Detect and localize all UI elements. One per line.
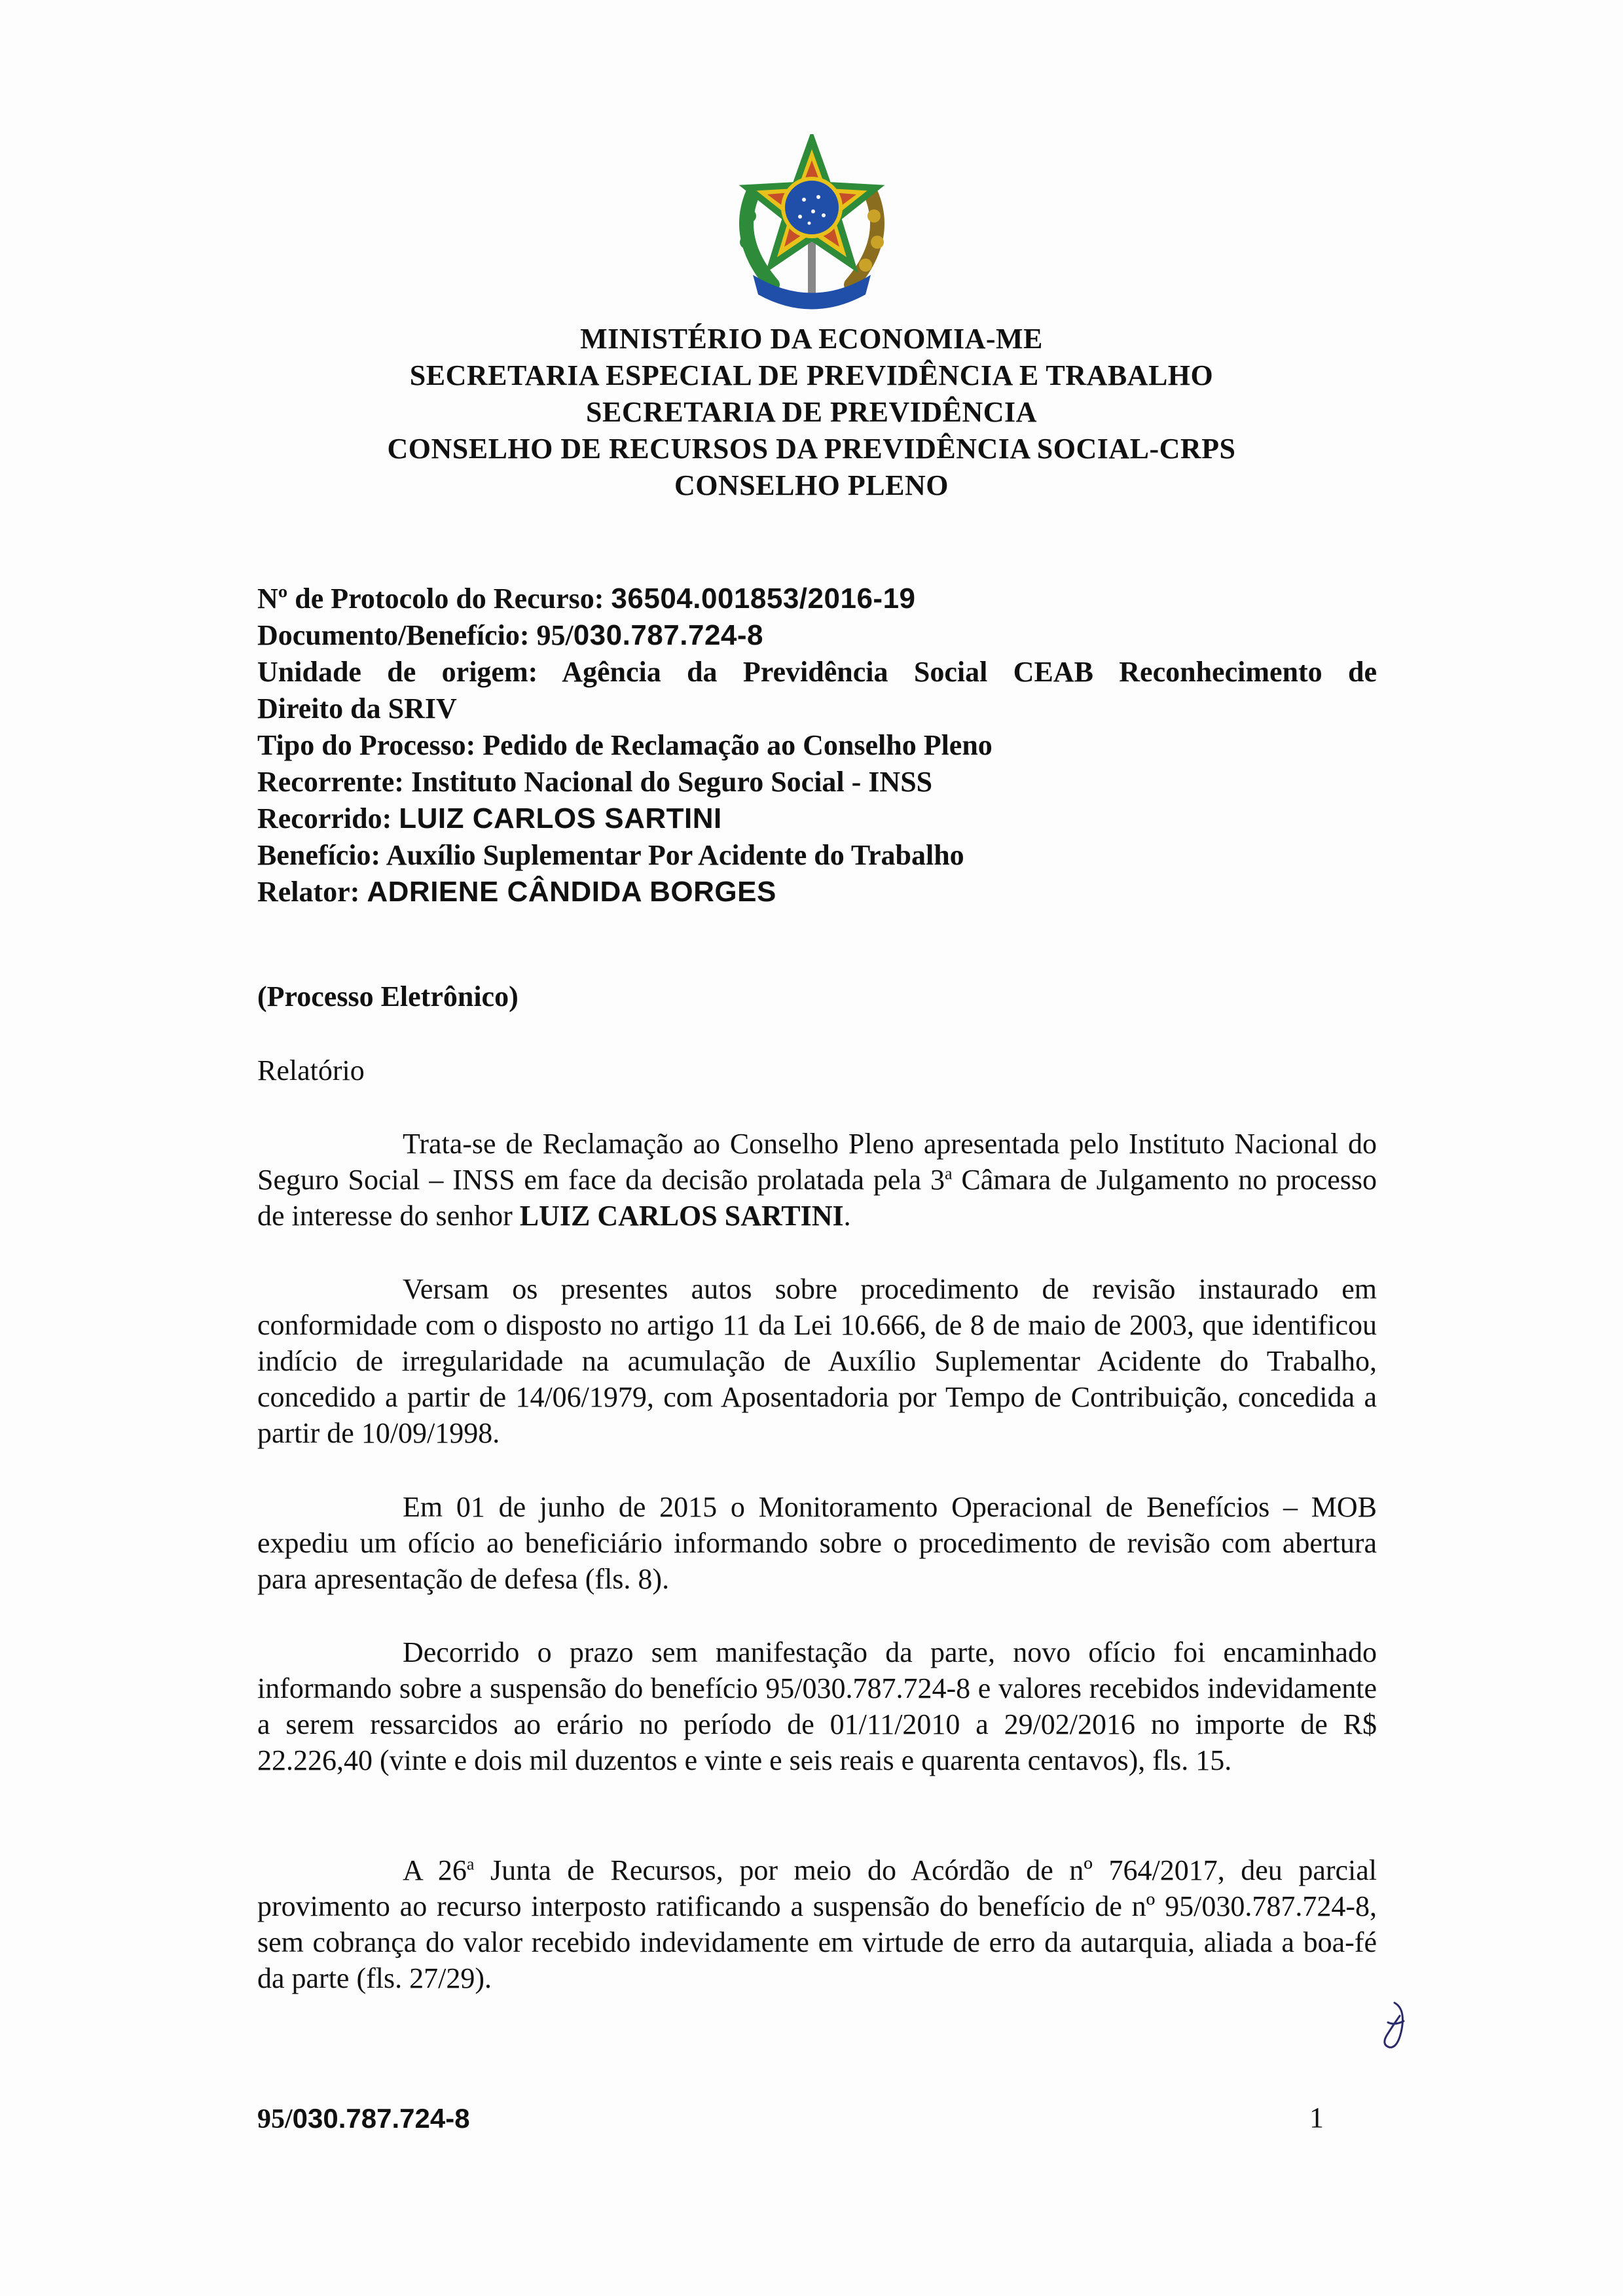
p5-ordinal: a (466, 1854, 475, 1874)
header-council: CONSELHO DE RECURSOS DA PREVIDÊNCIA SOCIAL-CRPS (387, 433, 1236, 465)
header-ministry: MINISTÉRIO DA ECONOMIA-ME (580, 323, 1043, 355)
p4-text: Decorrido o prazo sem manifestação da parte, novo ofício foi encaminhado informando sobre a suspensão do benefício 95/030.787.724-8 e valores recebidos indevidamente a serem ressarcidos ao erário no período de 01/11/2010 a 29/02/2016 no importe de R$ 22.226,40 (vinte e dois mil duzentos e vinte e seis reais e quarenta centavos), fls. 15. (257, 1636, 1377, 1776)
report-title: Relatório (257, 1054, 365, 1086)
header-secretariat: SECRETARIA DE PREVIDÊNCIA (586, 396, 1037, 428)
benefit-value: Auxílio Suplementar Por Acidente do Trabalho (386, 839, 964, 871)
p1-name: LUIZ CARLOS SARTINI (519, 1200, 844, 1232)
footer-document-number (257, 2103, 470, 2135)
p3-text: Em 01 de junho de 2015 o Monitoramento Operacional de Benefícios – MOB expediu um ofício ao beneficiário informando sobre o procedimento de revisão com abertura para apresentação de defesa (fls. 8). (257, 1491, 1377, 1595)
rapporteur-label: Relator: (257, 876, 367, 908)
paragraph-1 (257, 1126, 1377, 1234)
document-value-prefix: 95/ (536, 619, 574, 651)
process-type-label: Tipo do Processo: (257, 729, 483, 761)
coat-of-arms-emblem (727, 134, 897, 311)
benefit-row (257, 837, 1377, 874)
p2-text: Versam os presentes autos sobre procedimento de revisão instaurado em conformidade com o disposto no artigo 11 da Lei 10.666, de 8 de maio de 2003, que identificou indício de irregularidade na acumulação de Auxílio Suplementar Acidente do Trabalho, concedido a partir de 14/06/1979, com Aposentadoria por Tempo de Contribuição, concedida a partir de 10/09/1998. (257, 1273, 1377, 1449)
protocol-row (257, 581, 1377, 617)
origin-value-line1: Agência da Previdência Social CEAB Reconhecimento de (562, 656, 1377, 688)
paragraph-4 (257, 1634, 1377, 1778)
respondent-label: Recorrido: (257, 802, 399, 834)
rapporteur-row (257, 874, 1377, 910)
process-type-row (257, 727, 1377, 764)
footer-doc-value: 030.787.724-8 (292, 2103, 470, 2134)
origin-row-cont (257, 691, 1377, 727)
respondent-row (257, 800, 1377, 837)
paragraph-5 (257, 1852, 1377, 1996)
origin-value-line2: Direito da SRIV (257, 692, 457, 725)
rapporteur-value: ADRIENE CÂNDIDA BORGES (367, 876, 776, 908)
document-value: 030.787.724-8 (573, 619, 764, 651)
handwritten-initials-icon (1375, 1996, 1414, 2055)
p1-text-a: Trata-se de Reclamação ao Conselho Pleno apresentada pelo Instituto Nacional do Seguro Social – INSS em face da decisão prolatada pela 3 (257, 1128, 1377, 1196)
paragraph-3 (257, 1489, 1377, 1597)
document-row (257, 617, 1377, 654)
p1-end: . (843, 1200, 851, 1232)
appellant-row (257, 764, 1377, 800)
p5-text-b: Junta de Recursos, por meio do Acórdão de nº 764/2017, deu parcial provimento ao recurso interposto ratificando a suspensão do benefício de nº 95/030.787.724-8, sem cobrança do valor recebido indevidamente em virtude de erro da autarquia, aliada a boa-fé da parte (fls. 27/29). (257, 1854, 1377, 1994)
paragraph-2 (257, 1271, 1377, 1451)
footer-doc-prefix: 95/ (257, 2104, 293, 2134)
process-type-value: Pedido de Reclamação ao Conselho Pleno (483, 729, 993, 761)
origin-row (257, 654, 1377, 691)
case-metadata (257, 581, 1377, 910)
header-plenary: CONSELHO PLENO (674, 469, 949, 501)
p1-text-b: Câmara de Julgamento no processo de interesse do senhor (257, 1164, 1377, 1232)
protocol-value: 36504.001853/2016-19 (611, 583, 916, 615)
document-header (0, 321, 1623, 504)
p1-ordinal: a (945, 1164, 953, 1183)
respondent-value: LUIZ CARLOS SARTINI (399, 802, 722, 834)
protocol-label: Nº de Protocolo do Recurso: (257, 583, 611, 615)
origin-label: Unidade de origem: (257, 656, 562, 688)
benefit-label: Benefício: (257, 839, 386, 871)
electronic-process-label: (Processo Eletrônico) (257, 980, 519, 1013)
electronic-process-note (257, 978, 1377, 1014)
page-number: 1 (1309, 2102, 1324, 2134)
report-heading (257, 1052, 1377, 1088)
document-label: Documento/Benefício: (257, 619, 537, 651)
p5-text-a: A 26 (403, 1854, 467, 1886)
appellant-value: Instituto Nacional do Seguro Social - INSS (410, 766, 933, 798)
header-special-secretariat: SECRETARIA ESPECIAL DE PREVIDÊNCIA E TRABALHO (409, 359, 1214, 391)
appellant-label: Recorrente: (257, 766, 411, 798)
